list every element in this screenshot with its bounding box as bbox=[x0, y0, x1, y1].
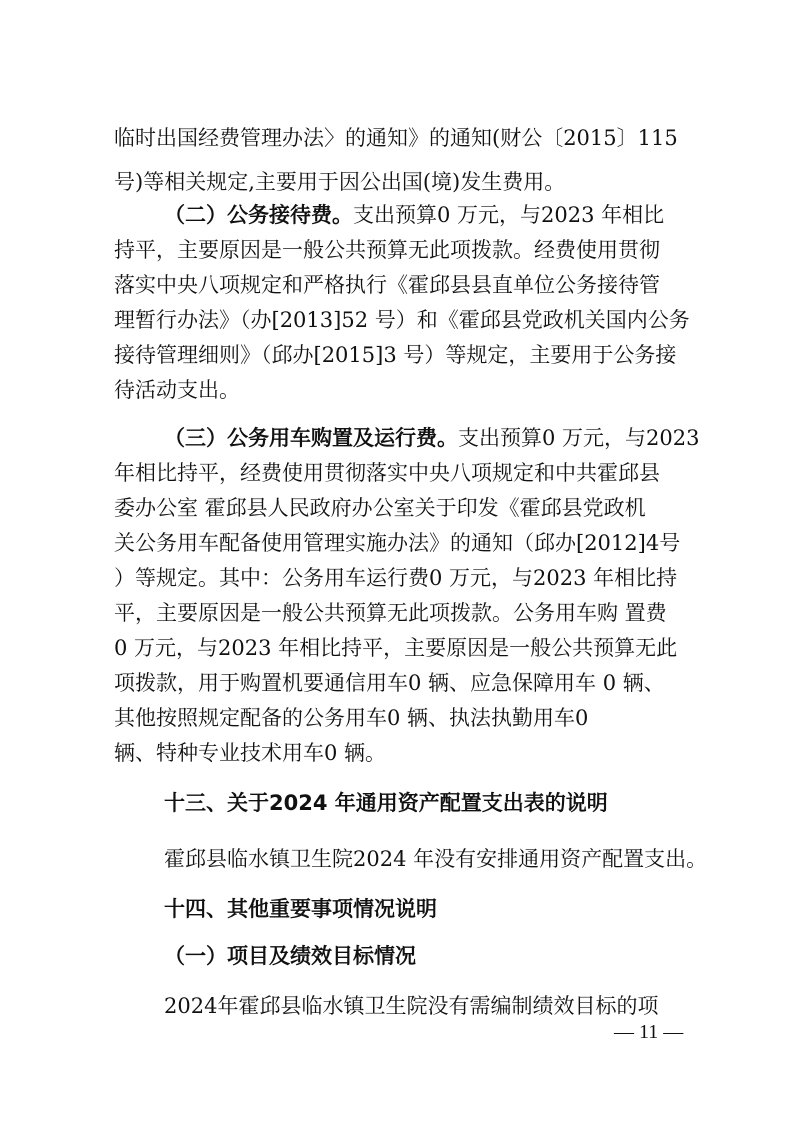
line-text: 辆、特种专业技术用车0 辆。 bbox=[114, 741, 387, 765]
text-line bbox=[114, 599, 667, 627]
text-line bbox=[164, 942, 416, 970]
line-text: 持平，主要原因是一般公共预算无此项拨款。经费使用贯彻 bbox=[114, 238, 660, 262]
text-line bbox=[114, 564, 677, 592]
line-text: 理暂行办法》（办[2013]52 号）和《霍邱县党政机关国内公务 bbox=[114, 308, 690, 332]
text-line bbox=[164, 201, 664, 229]
text-line bbox=[164, 789, 608, 817]
line-text: 0 万元，与2023 年相比持平，主要原因是一般公共预算无此 bbox=[114, 636, 678, 660]
line-text: 项拨款，用于购置机要通信用车0 辆、应急保障用车 0 辆、 bbox=[114, 671, 665, 695]
text-line bbox=[164, 895, 437, 923]
text-line bbox=[114, 669, 665, 697]
line-text: 霍邱县临水镇卫生院2024 年没有安排通用资产配置支出。 bbox=[164, 847, 708, 871]
page-number: — 11 — bbox=[614, 1021, 684, 1043]
text-line bbox=[114, 124, 678, 152]
text-line bbox=[114, 529, 680, 557]
line-text: 支出预算0 万元，与2023 bbox=[458, 426, 700, 450]
text-line bbox=[114, 341, 676, 369]
line-text: 委办公室 霍邱县人民政府办公室关于印发《霍邱县党政机 bbox=[114, 496, 646, 520]
text-line bbox=[114, 494, 646, 522]
section-heading: 十三、关于2024 年通用资产配置支出表的说明 bbox=[164, 791, 608, 815]
text-line bbox=[114, 634, 677, 662]
line-text: 2024年霍邱县临水镇卫生院没有需编制绩效目标的项 bbox=[164, 994, 659, 1018]
text-line bbox=[114, 376, 240, 404]
section-heading: （三）公务用车购置及运行费。 bbox=[164, 426, 458, 450]
text-line bbox=[114, 168, 565, 196]
text-line bbox=[164, 845, 707, 873]
text-line bbox=[114, 306, 690, 334]
text-line bbox=[114, 236, 660, 264]
text-line bbox=[164, 992, 658, 1020]
text-line bbox=[114, 739, 386, 767]
line-text: 年相比持平，经费使用贯彻落实中央八项规定和中共霍邱县 bbox=[114, 461, 660, 485]
line-text: 待活动支出。 bbox=[114, 378, 240, 402]
section-heading: （一）项目及绩效目标情况 bbox=[164, 944, 416, 968]
line-text: 临时出国经费管理办法〉的通知》的通知(财公〔2015〕115 bbox=[114, 126, 678, 150]
line-text: 支出预算0 万元，与2023 年相比 bbox=[353, 203, 665, 227]
text-line bbox=[164, 424, 699, 452]
text-line bbox=[114, 704, 588, 732]
text-line bbox=[114, 271, 660, 299]
line-text: 平，主要原因是一般公共预算无此项拨款。公务用车购 置费 bbox=[114, 601, 667, 625]
line-text: 关公务用车配备使用管理实施办法》的通知（邱办[2012]4号 bbox=[114, 531, 681, 555]
text-line bbox=[114, 459, 660, 487]
line-text: 号)等相关规定,主要用于因公出国(境)发生费用。 bbox=[114, 170, 566, 194]
line-text: 接待管理细则》（邱办[2015]3 号）等规定，主要用于公务接 bbox=[114, 343, 677, 367]
section-heading: （二）公务接待费。 bbox=[164, 203, 353, 227]
line-text: ）等规定。其中：公务用车运行费0 万元，与2023 年相比持 bbox=[114, 566, 678, 590]
section-heading: 十四、其他重要事项情况说明 bbox=[164, 897, 437, 921]
line-text: 其他按照规定配备的公务用车0 辆、执法执勤用车0 bbox=[114, 706, 589, 730]
line-text: 落实中央八项规定和严格执行《霍邱县县直单位公务接待管 bbox=[114, 273, 660, 297]
